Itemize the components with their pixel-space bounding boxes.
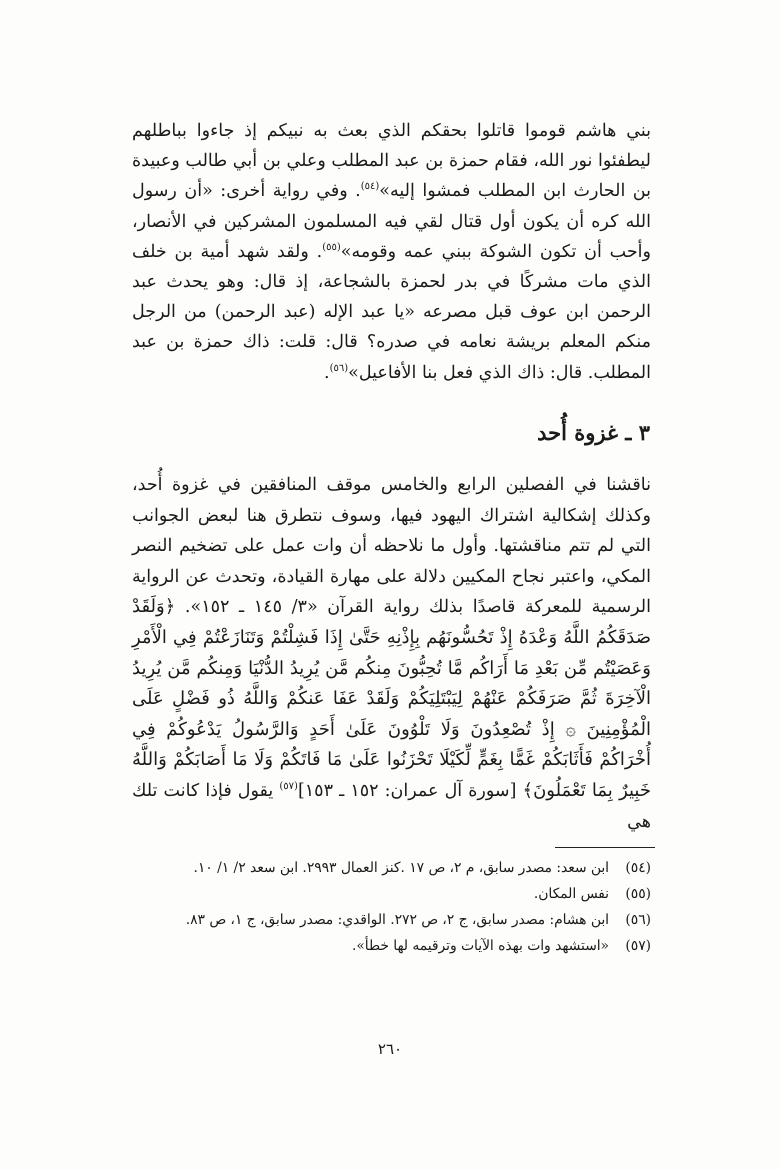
footnote-number: (٥٥) [625, 886, 651, 902]
footnote-number: (٥٦) [625, 912, 651, 928]
footnote-ref-57[interactable]: (٥٧) [279, 781, 298, 793]
paragraph-1-text-c: . ولقد شهد أمية بن خلف الذي مات مشركًا في بدر لحمزة بالشجاعة، إذ قال: وهو يحدث عبد الرحمن ابن عوف قبل مصرعه «يا عبد الإله (عبد الرحمن) من الرجل منكم المعلم بريشة نعامه في صدره؟ قال: قلت: ذاك حمزة بن عبد المطلب. قال: ذاك الذي فعل بنا الأفاعيل» [132, 241, 651, 383]
surah-reference: [سورة آل عمران: ١٥٢ ـ ١٥٣] [297, 780, 523, 801]
paragraph-1-text-a: بني هاشم قوموا قاتلوا بحقكم الذي بعث به نبيكم إذ جاءوا بباطلهم ليطفئوا نور الله، فقام حمزة بن عبد المطلب وعلي بن أبي طالب وعبيدة بن الحارث ابن المطلب فمشوا إليه» [132, 121, 651, 202]
footnote-number: (٥٧) [625, 938, 651, 954]
footnote-item [132, 858, 651, 878]
footnote-item [132, 936, 651, 956]
footnote-divider [555, 847, 655, 848]
footnotes [132, 858, 651, 962]
footnote-ref-55[interactable]: (٥٥) [322, 241, 341, 253]
paragraph-2-text-a: ناقشنا في الفصلين الرابع والخامس موقف المنافقين في غزوة أُحد، وكذلك إشكالية اشتراك اليهود فيها، وسوف نتطرق هنا لبعض الجوانب التي لم تتم مناقشتها. وأول ما نلاحظه أن وات عمل على تضخيم النصر المكي، واعتبر نجاح المكيين دلالة على مهارة القيادة، وتحدث عن الرواية الرسمية للمعركة قاصدًا بذلك رواية القرآن «٣/ ١٤٥ ـ ١٥٢». [132, 475, 651, 618]
footnote-text: «استشهد وات بهذه الآيات وترقيمه لها خطأ». [351, 938, 609, 954]
body-paragraph-1 [132, 116, 651, 388]
section-heading: ٣ ـ غزوة أُحد [537, 420, 650, 445]
paragraph-2-text-b: يقول فإذا كانت تلك هي [132, 780, 651, 832]
paragraph-1-text-d: . [324, 362, 330, 383]
footnote-ref-56[interactable]: (٥٦) [329, 362, 349, 374]
quran-verse: ﴿وَلَقَدْ صَدَقَكُمُ اللَّهُ وَعْدَهُ إِذْ تَحُسُّونَهُم بِإِذْنِهِ حَتَّىٰ إِذَا فَشِلْتُمْ وَتَنَازَعْتُمْ فِي الْأَمْرِ وَعَصَيْتُم مِّن بَعْدِ مَا أَرَاكُم مَّا تُحِبُّونَ مِنكُم مَّن يُرِيدُ الدُّنْيَا وَمِنكُم مَّن يُرِيدُ الْآخِرَةَ ثُمَّ صَرَفَكُمْ عَنْهُمْ لِيَبْتَلِيَكُمْ وَلَقَدْ عَفَا عَنكُمْ وَاللَّهُ ذُو فَضْلٍ عَلَى الْمُؤْمِنِينَ ۞ إِذْ تُصْعِدُونَ وَلَا تَلْوُونَ عَلَىٰ أَحَدٍ وَالرَّسُولُ يَدْعُوكُمْ فِي أُخْرَاكُمْ فَأَثَابَكُمْ غَمًّا بِغَمٍّ لِّكَيْلَا تَحْزَنُوا عَلَىٰ مَا فَاتَكُمْ وَلَا مَا أَصَابَكُمْ وَاللَّهُ خَبِيرٌ بِمَا تَعْمَلُونَ﴾ [132, 596, 651, 801]
footnote-text: ابن سعد: مصدر سابق، م ٢، ص ١٧ .كنز العمال ٢٩٩٣. ابن سعد ٢/ ١/ ١٠. [193, 860, 609, 876]
footnote-ref-54[interactable]: (٥٤) [360, 181, 380, 193]
footnote-number: (٥٤) [625, 860, 651, 876]
body-paragraph-2 [132, 470, 651, 837]
paragraph-1-text-b: . وفي رواية أخرى: «أن رسول الله كره أن يكون أول قتال لقي فيه المسلمون المشركين في الأنصار، وأحب أن تكون الشوكة ببني عمه وقومه» [132, 181, 651, 262]
footnote-item [132, 910, 651, 930]
page-number: ٢٦٠ [377, 1040, 403, 1058]
footnote-text: نفس المكان. [533, 886, 609, 902]
footnote-item [132, 884, 651, 904]
footnote-text: ابن هشام: مصدر سابق، ج ٢، ص ٢٧٢. الواقدي: مصدر سابق، ج ١، ص ٨٣. [185, 912, 609, 928]
